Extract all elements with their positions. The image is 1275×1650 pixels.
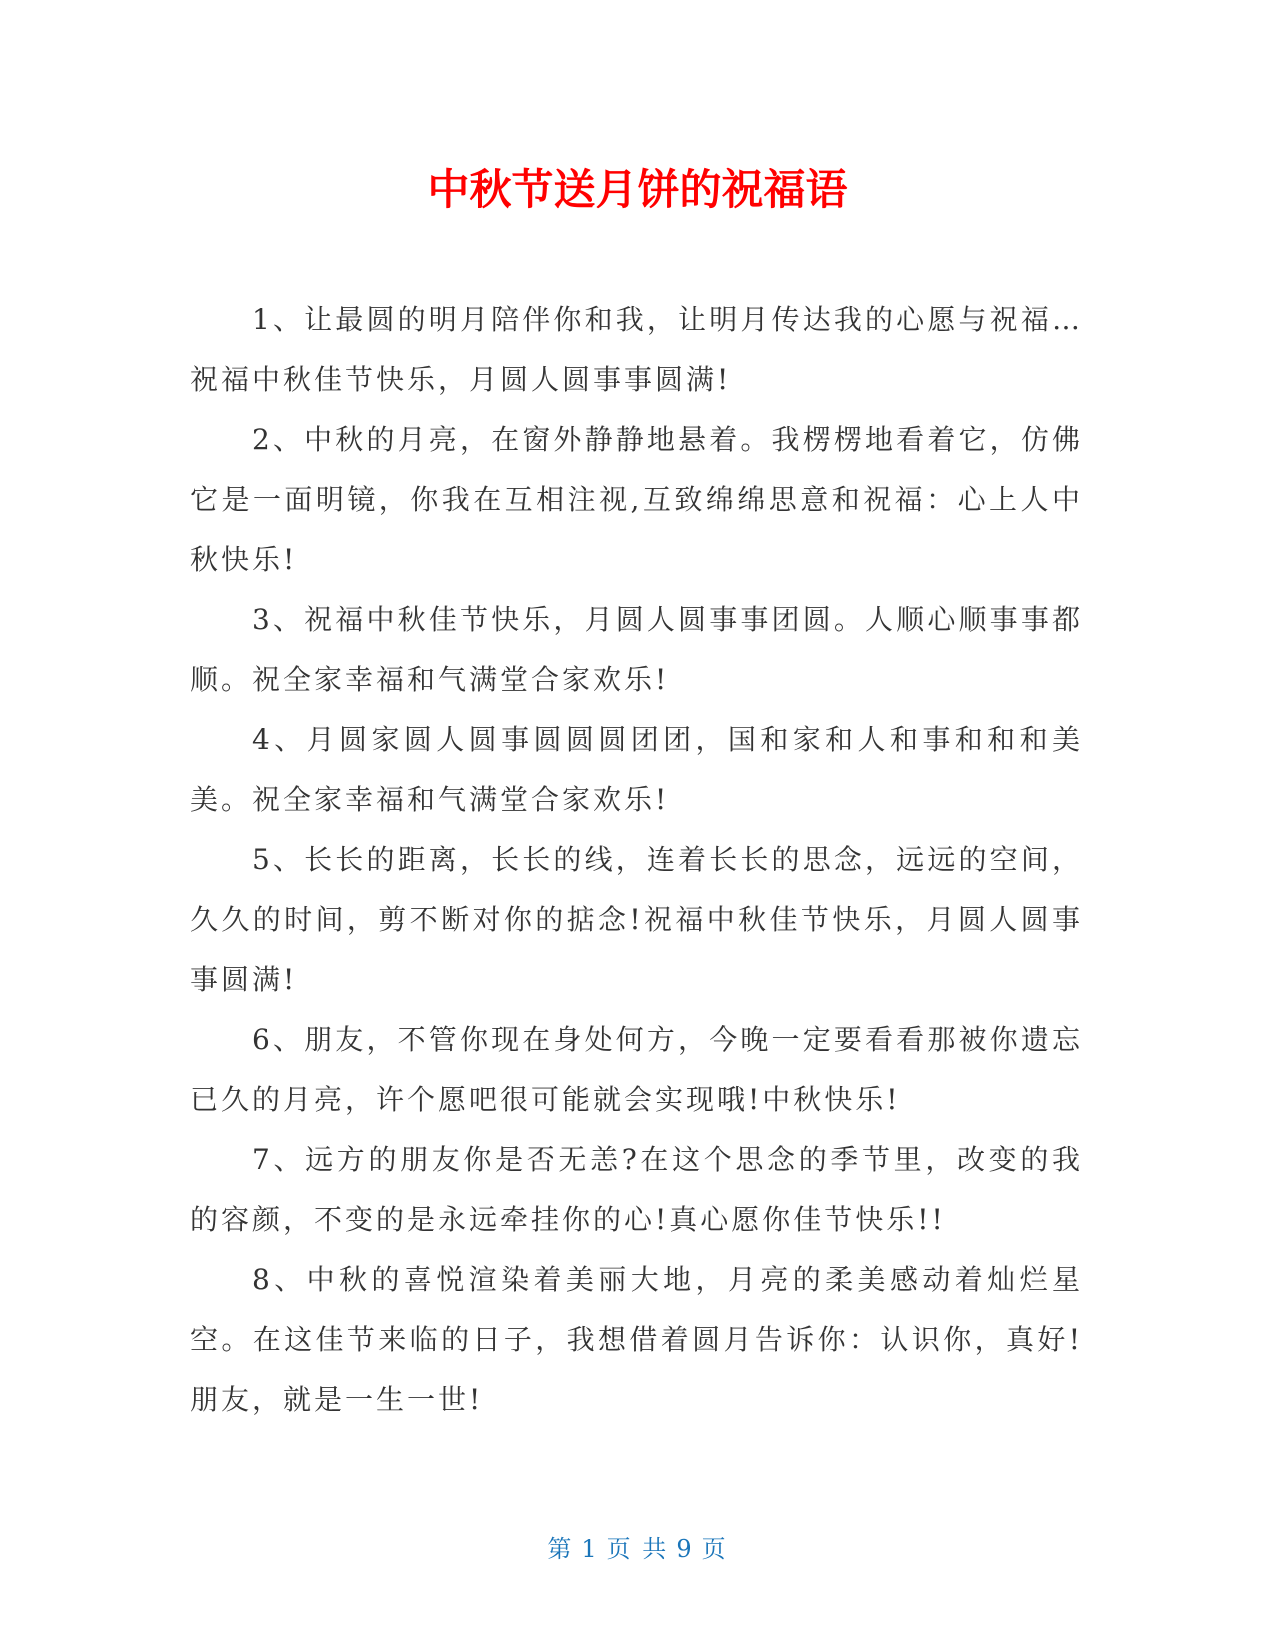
document-body: [190, 290, 1083, 1430]
paragraph-2: 2、中秋的月亮，在窗外静静地悬着。我楞楞地看着它，仿佛它是一面明镜，你我在互相注视,互致绵绵思意和祝福：心上人中秋快乐!: [190, 423, 1083, 576]
paragraph-3: 3、祝福中秋佳节快乐，月圆人圆事事团圆。人顺心顺事事都顺。祝全家幸福和气满堂合家欢乐!: [190, 603, 1083, 696]
paragraph-6: 6、朋友，不管你现在身处何方，今晚一定要看看那被你遗忘已久的月亮，许个愿吧很可能就会实现哦!中秋快乐!: [190, 1023, 1083, 1116]
paragraph-8: 8、中秋的喜悦渲染着美丽大地，月亮的柔美感动着灿烂星空。在这佳节来临的日子，我想借着圆月告诉你：认识你，真好!朋友，就是一生一世!: [190, 1263, 1083, 1416]
total-pages-number: 9: [676, 1535, 694, 1563]
page-title: 中秋节送月饼的祝福语: [427, 165, 848, 214]
current-page-number: 1: [581, 1535, 599, 1563]
footer-mid: 页 共: [606, 1535, 669, 1563]
paragraph-1: 1、让最圆的明月陪伴你和我，让明月传达我的心愿与祝福…祝福中秋佳节快乐，月圆人圆事事圆满!: [190, 303, 1083, 396]
footer-prefix: 第: [547, 1535, 574, 1563]
paragraph-5: 5、长长的距离，长长的线，连着长长的思念，远远的空间，久久的时间，剪不断对你的掂念!祝福中秋佳节快乐，月圆人圆事事圆满!: [190, 843, 1083, 996]
page-number-footer: [0, 1532, 1275, 1566]
paragraph-4: 4、月圆家圆人圆事圆圆圆团团，国和家和人和事和和和美美。祝全家幸福和气满堂合家欢乐!: [190, 723, 1083, 816]
paragraph-7: 7、远方的朋友你是否无恙?在这个思念的季节里，改变的我的容颜，不变的是永远牵挂你的心!真心愿你佳节快乐!!: [190, 1143, 1083, 1236]
footer-suffix: 页: [701, 1535, 728, 1563]
